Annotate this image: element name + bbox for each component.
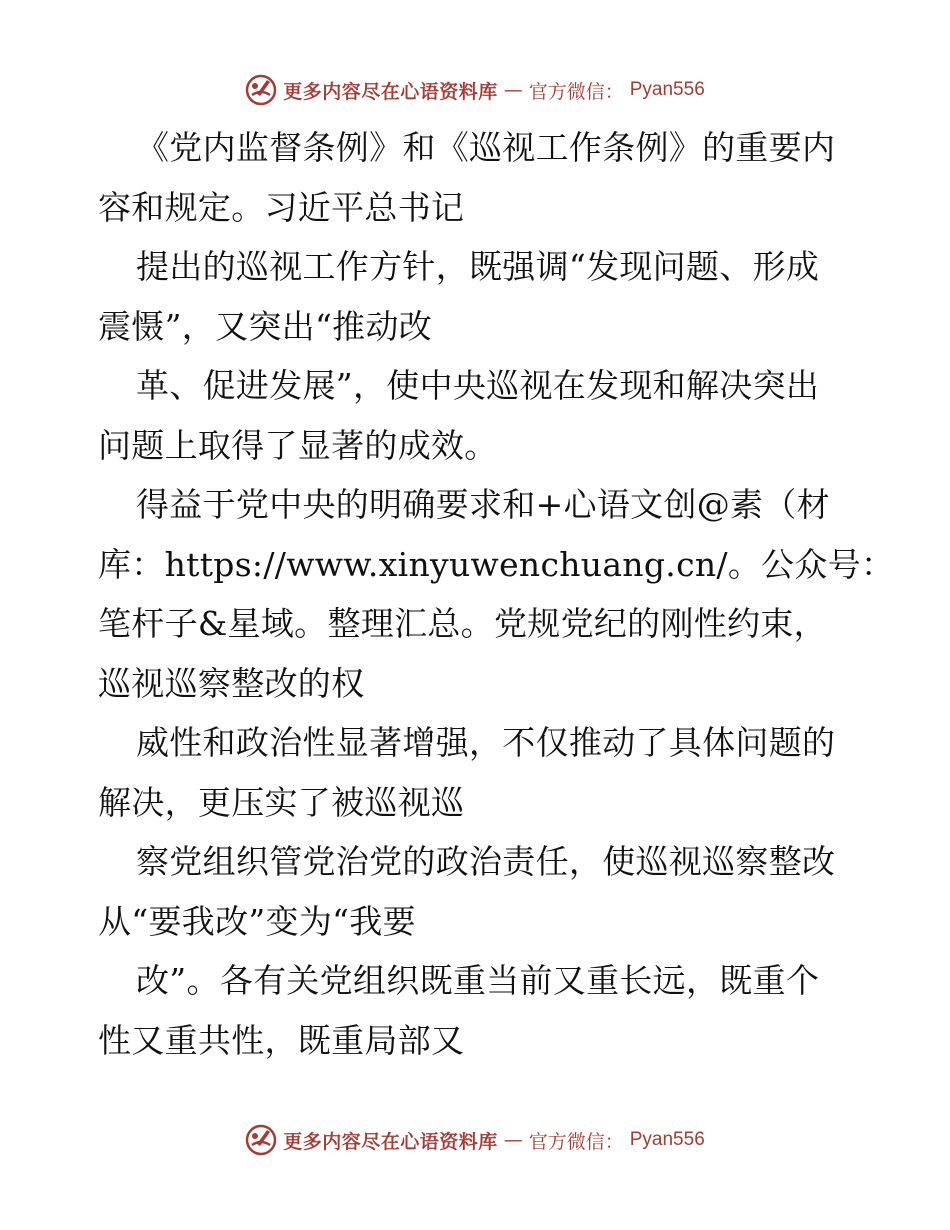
header-separator: — <box>503 79 523 101</box>
footer-brand-text: 更多内容尽在心语资料库 <box>283 1130 498 1153</box>
document-body <box>98 118 895 1070</box>
footer-banner <box>0 1120 950 1160</box>
paragraph-line: 解决，更压实了被巡视巡 <box>98 782 465 822</box>
paragraph-line: 得益于党中央的明确要求和+心语文创@素（材 <box>136 485 830 524</box>
header-wechat-label: 官方微信： <box>528 80 624 103</box>
paragraph-line: 容和规定。习近平总书记 <box>98 187 465 227</box>
header-wechat-id: Pyan556 <box>629 79 705 100</box>
book-pen-logo-icon <box>245 74 277 106</box>
footer-wechat-label: 官方微信： <box>528 1130 624 1153</box>
paragraph-line: 笔杆子&星域。整理汇总。党规党纪的刚性约束， <box>98 604 827 643</box>
paragraph-line: 改”。各有关党组织既重当前又重长远，既重个 <box>136 961 820 1000</box>
paragraph-line: 从“要我改”变为“我要 <box>98 901 416 941</box>
paragraph-line: 库：https://www.xinyuwenchuang.cn/。公众号： <box>98 544 895 584</box>
header-brand-text: 更多内容尽在心语资料库 <box>283 80 498 103</box>
paragraph-line: 性又重共性，既重局部又 <box>98 1020 465 1060</box>
paragraph-line: 革、促进发展”，使中央巡视在发现和解决突出 <box>136 366 820 405</box>
paragraph-line: 震慑”，又突出“推动改 <box>98 306 433 346</box>
footer-separator: — <box>503 1129 523 1151</box>
book-pen-logo-icon <box>245 1124 277 1156</box>
paragraph-line: 提出的巡视工作方针，既强调“发现问题、形成 <box>136 247 820 286</box>
paragraph-line: 威性和政治性显著增强，不仅推动了具体问题的 <box>136 723 836 762</box>
header-banner <box>0 70 950 110</box>
paragraph-line: 《党内监督条例》和《巡视工作条例》的重要内 <box>136 128 836 167</box>
paragraph-line: 察党组织管党治党的政治责任，使巡视巡察整改 <box>136 842 836 881</box>
footer-wechat-id: Pyan556 <box>629 1129 705 1150</box>
paragraph-line: 巡视巡察整改的权 <box>98 663 365 703</box>
paragraph-line: 问题上取得了显著的成效。 <box>98 425 498 465</box>
